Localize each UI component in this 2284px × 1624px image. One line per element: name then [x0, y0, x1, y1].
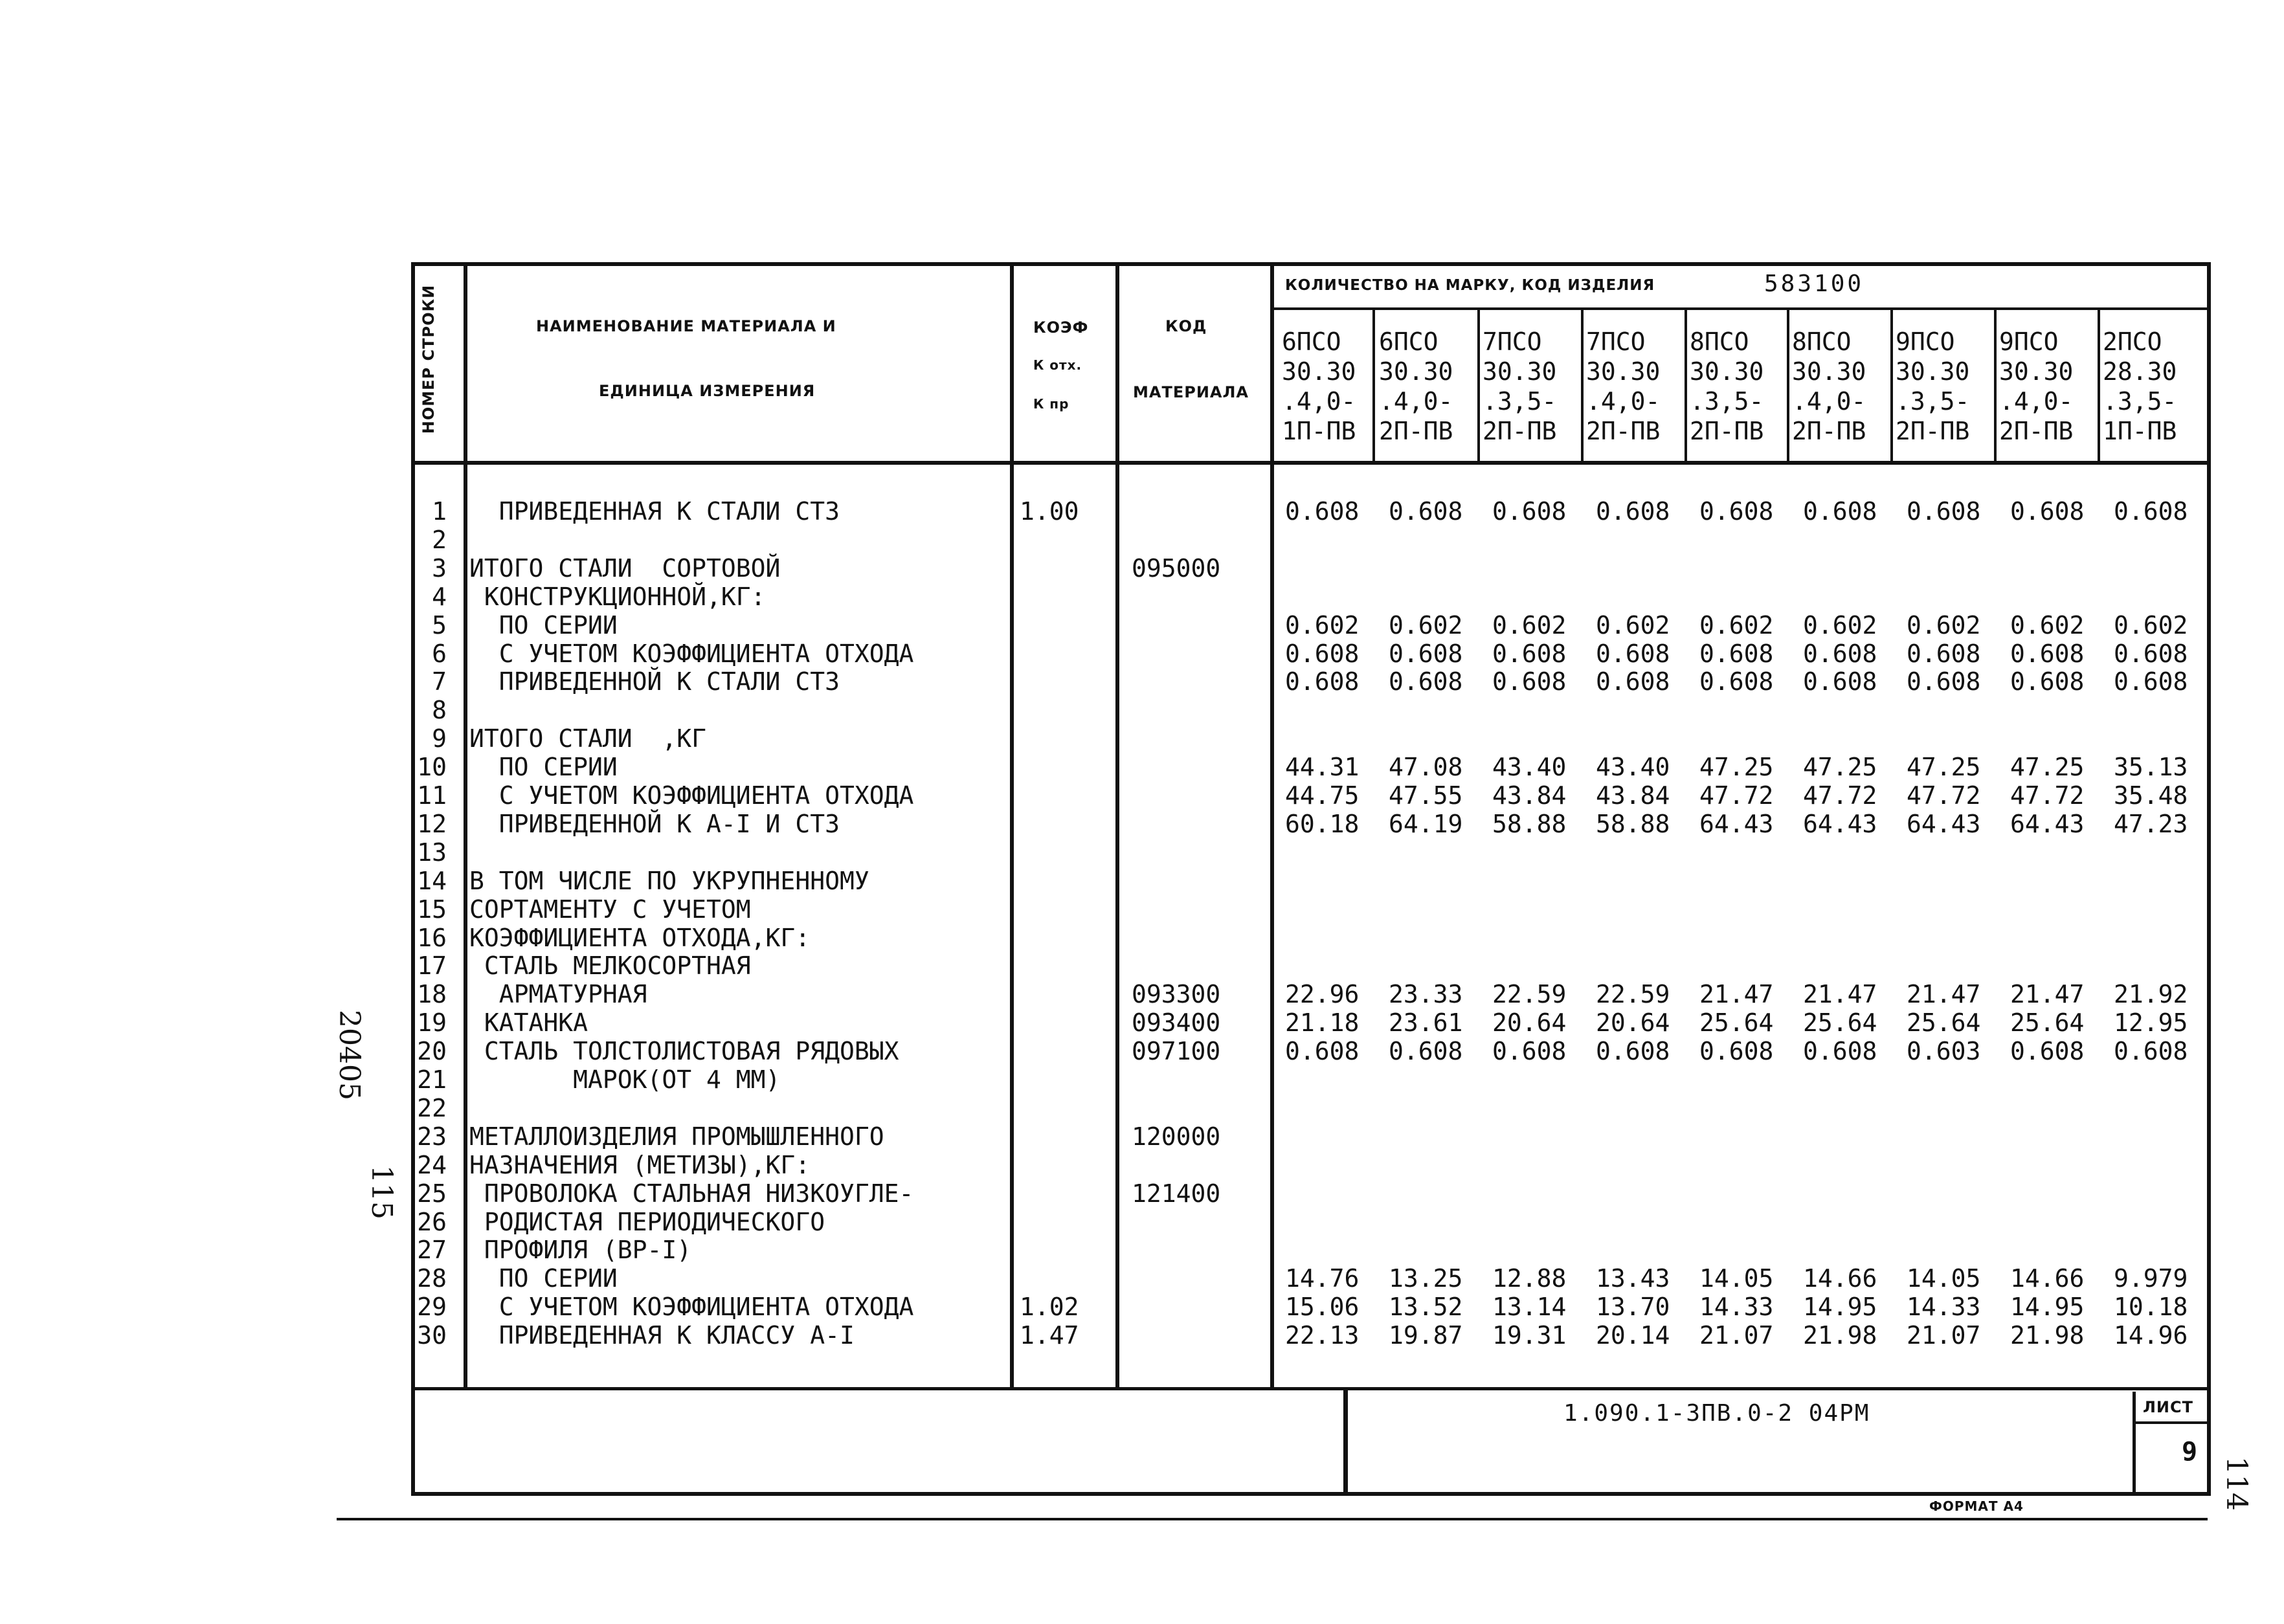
value-cell: 10.18	[2114, 1293, 2188, 1322]
value-cell: 14.33	[1699, 1293, 1774, 1322]
material-name: МЕТАЛЛОИЗДЕЛИЯ ПРОМЫШЛЕННОГО	[469, 1122, 884, 1151]
coef-header-2: К отх.	[1033, 357, 1082, 373]
side-number-2: 115	[365, 1165, 398, 1219]
material-name: ИТОГО СТАЛИ СОРТОВОЙ	[469, 553, 781, 583]
row-values	[1285, 1037, 2217, 1065]
value-cell: 35.48	[2114, 781, 2188, 810]
value-cell: 43.84	[1492, 781, 1567, 810]
row-number: 2	[432, 525, 447, 554]
code-header-1: КОД	[1165, 317, 1207, 335]
column-header: 2ПСО 28.30 .3,5- 1П-ПВ	[2103, 328, 2177, 445]
value-cell: 0.608	[1699, 1037, 1774, 1066]
value-cell: 0.608	[1907, 497, 1981, 526]
value-cell: 0.608	[1907, 667, 1981, 696]
value-cell: 47.25	[1803, 753, 1877, 782]
value-cell: 0.602	[1285, 610, 1360, 640]
value-cell: 43.40	[1492, 753, 1567, 782]
value-cell: 14.96	[2114, 1321, 2188, 1350]
value-cell: 21.98	[1803, 1321, 1877, 1350]
value-cell: 25.64	[1907, 1008, 1981, 1038]
value-cell: 47.72	[1907, 781, 1981, 810]
value-cell: 0.602	[1699, 610, 1774, 640]
value-cell: 0.608	[1699, 667, 1774, 696]
row-number: 7	[432, 667, 447, 696]
value-cell: 22.13	[1285, 1321, 1360, 1350]
material-name: АРМАТУРНАЯ	[469, 980, 647, 1009]
material-name: СОРТАМЕНТУ С УЧЕТОМ	[469, 895, 751, 924]
value-cell: 0.608	[1285, 639, 1360, 668]
material-name: ПО СЕРИИ	[469, 753, 618, 782]
value-cell: 0.608	[1803, 1037, 1877, 1066]
value-cell: 47.72	[1699, 781, 1774, 810]
value-cell: 0.608	[2114, 497, 2188, 526]
material-name: МАРОК(ОТ 4 ММ)	[469, 1065, 781, 1094]
row-number: 25	[417, 1179, 447, 1208]
value-cell: 0.608	[1699, 639, 1774, 668]
column-header: 9ПСО 30.30 .3,5- 2П-ПВ	[1896, 328, 1970, 445]
row-number: 16	[417, 923, 447, 952]
value-cell: 0.608	[1389, 1037, 1463, 1066]
value-cell: 20.64	[1596, 1008, 1670, 1038]
value-cell: 21.18	[1285, 1008, 1360, 1038]
value-cell: 13.25	[1389, 1264, 1463, 1293]
value-cell: 44.75	[1285, 781, 1360, 810]
value-cell: 14.05	[1907, 1264, 1981, 1293]
value-cell: 14.33	[1907, 1293, 1981, 1322]
row-values	[1285, 781, 2217, 810]
row-number: 29	[417, 1293, 447, 1322]
material-name: ПРОВОЛОКА СТАЛЬНАЯ НИЗКОУГЛЕ-	[469, 1179, 914, 1208]
value-cell: 0.608	[1492, 1037, 1567, 1066]
value-cell: 14.76	[1285, 1264, 1360, 1293]
value-cell: 13.70	[1596, 1293, 1670, 1322]
coef-header-1: КОЭФ	[1033, 318, 1089, 337]
coefficient: 1.02	[1020, 1293, 1079, 1322]
row-number: 14	[417, 866, 447, 895]
row-values	[1285, 980, 2217, 1008]
value-cell: 20.64	[1492, 1008, 1567, 1038]
row-number: 30	[417, 1321, 447, 1350]
material-name: ПРОФИЛЯ (ВР-I)	[469, 1236, 692, 1265]
material-name: КОНСТРУКЦИОННОЙ,КГ:	[469, 582, 766, 611]
value-cell: 0.608	[1285, 497, 1360, 526]
row-values	[1285, 497, 2217, 526]
side-number-1: 20405	[333, 1010, 366, 1100]
row-values	[1285, 667, 2217, 696]
value-cell: 0.608	[2010, 497, 2085, 526]
material-name: ПРИВЕДЕННОЙ К А-I И СТ3	[469, 809, 840, 838]
coefficient: 1.47	[1020, 1321, 1079, 1350]
row-number: 8	[432, 696, 447, 725]
row-number: 5	[432, 610, 447, 640]
value-cell: 0.608	[1803, 639, 1877, 668]
value-cell: 13.52	[1389, 1293, 1463, 1322]
format-label: ФОРМАТ А4	[1929, 1498, 2024, 1514]
value-cell: 21.98	[2010, 1321, 2085, 1350]
value-cell: 22.59	[1596, 980, 1670, 1009]
value-cell: 0.608	[1285, 1037, 1360, 1066]
qty-header-title: КОЛИЧЕСТВО НА МАРКУ, КОД ИЗДЕЛИЯ	[1285, 277, 1655, 294]
value-cell: 0.608	[1492, 639, 1567, 668]
material-code: 097100	[1132, 1037, 1221, 1066]
value-cell: 0.608	[1596, 497, 1670, 526]
value-cell: 25.64	[1699, 1008, 1774, 1038]
value-cell: 0.602	[1803, 610, 1877, 640]
material-name: ПО СЕРИИ	[469, 610, 618, 640]
row-number: 13	[417, 838, 447, 867]
row-number: 15	[417, 895, 447, 924]
value-cell: 0.608	[2010, 667, 2085, 696]
value-cell: 64.19	[1389, 809, 1463, 838]
value-cell: 0.608	[1596, 1037, 1670, 1066]
row-number-header: НОМЕР СТРОКИ	[420, 284, 438, 434]
value-cell: 14.95	[2010, 1293, 2085, 1322]
name-header-line2: ЕДИНИЦА ИЗМЕРЕНИЯ	[599, 382, 816, 400]
row-number: 26	[417, 1207, 447, 1236]
value-cell: 0.608	[1389, 667, 1463, 696]
value-cell: 21.47	[1907, 980, 1981, 1009]
row-values	[1285, 640, 2217, 668]
value-cell: 14.66	[1803, 1264, 1877, 1293]
sheet-label: ЛИСТ	[2143, 1398, 2194, 1416]
sheet-number: 9	[2182, 1437, 2198, 1467]
row-number: 20	[417, 1037, 447, 1066]
value-cell: 64.43	[2010, 809, 2085, 838]
row-values	[1285, 611, 2217, 640]
value-cell: 12.95	[2114, 1008, 2188, 1038]
column-header: 9ПСО 30.30 .4,0- 2П-ПВ	[1999, 328, 2074, 445]
material-name: С УЧЕТОМ КОЭФФИЦИЕНТА ОТХОДА	[469, 1293, 914, 1322]
value-cell: 0.608	[1285, 667, 1360, 696]
coef-header-3: К пр	[1033, 396, 1069, 412]
value-cell: 58.88	[1492, 809, 1567, 838]
value-cell: 14.95	[1803, 1293, 1877, 1322]
value-cell: 0.603	[1907, 1037, 1981, 1066]
column-header: 7ПСО 30.30 .3,5- 2П-ПВ	[1483, 328, 1557, 445]
value-cell: 12.88	[1492, 1264, 1567, 1293]
product-code: 583100	[1764, 271, 1864, 297]
value-cell: 64.43	[1803, 809, 1877, 838]
material-name: С УЧЕТОМ КОЭФФИЦИЕНТА ОТХОДА	[469, 639, 914, 668]
value-cell: 0.608	[1492, 667, 1567, 696]
value-cell: 19.87	[1389, 1321, 1463, 1350]
value-cell: 0.602	[1389, 610, 1463, 640]
value-cell: 13.43	[1596, 1264, 1670, 1293]
value-cell: 0.608	[2010, 639, 2085, 668]
value-cell: 47.25	[1907, 753, 1981, 782]
value-cell: 13.14	[1492, 1293, 1567, 1322]
value-cell: 47.72	[1803, 781, 1877, 810]
row-values	[1285, 1008, 2217, 1037]
row-values	[1285, 810, 2217, 838]
value-cell: 25.64	[2010, 1008, 2085, 1038]
row-number: 9	[432, 724, 447, 753]
corner-number: 114	[2220, 1456, 2253, 1511]
value-cell: 0.608	[2114, 639, 2188, 668]
value-cell: 21.07	[1699, 1321, 1774, 1350]
row-number: 12	[417, 809, 447, 838]
row-number: 18	[417, 980, 447, 1009]
value-cell: 0.608	[1596, 639, 1670, 668]
value-cell: 0.608	[1596, 667, 1670, 696]
material-name: ПРИВЕДЕННОЙ К СТАЛИ СТ3	[469, 667, 840, 696]
value-cell: 22.96	[1285, 980, 1360, 1009]
column-header: 6ПСО 30.30 .4,0- 1П-ПВ	[1282, 328, 1356, 445]
column-header: 8ПСО 30.30 .3,5- 2П-ПВ	[1690, 328, 1764, 445]
material-name: ИТОГО СТАЛИ ,КГ	[469, 724, 707, 753]
value-cell: 0.602	[2010, 610, 2085, 640]
value-cell: 0.608	[2114, 667, 2188, 696]
value-cell: 0.608	[1389, 639, 1463, 668]
value-cell: 21.47	[1699, 980, 1774, 1009]
value-cell: 15.06	[1285, 1293, 1360, 1322]
value-cell: 0.608	[2114, 1037, 2188, 1066]
material-code: 093300	[1132, 980, 1221, 1009]
value-cell: 23.61	[1389, 1008, 1463, 1038]
value-cell: 21.07	[1907, 1321, 1981, 1350]
value-cell: 47.72	[2010, 781, 2085, 810]
value-cell: 22.59	[1492, 980, 1567, 1009]
material-name: НАЗНАЧЕНИЯ (МЕТИЗЫ),КГ:	[469, 1150, 811, 1179]
value-cell: 20.14	[1596, 1321, 1670, 1350]
coefficient: 1.00	[1020, 497, 1079, 526]
material-name: КАТАНКА	[469, 1008, 588, 1038]
material-code: 095000	[1132, 553, 1221, 583]
row-values	[1285, 1264, 2217, 1293]
document-code: 1.090.1-3ПВ.0-2 04РМ	[1563, 1400, 1870, 1427]
value-cell: 0.608	[2010, 1037, 2085, 1066]
row-number: 19	[417, 1008, 447, 1038]
value-cell: 23.33	[1389, 980, 1463, 1009]
row-number: 11	[417, 781, 447, 810]
row-values	[1285, 753, 2217, 781]
name-header-line1: НАИМЕНОВАНИЕ МАТЕРИАЛА И	[536, 317, 836, 335]
value-cell: 47.55	[1389, 781, 1463, 810]
row-number: 1	[432, 497, 447, 526]
row-number: 6	[432, 639, 447, 668]
value-cell: 0.608	[1699, 497, 1774, 526]
row-values	[1285, 1321, 2217, 1350]
material-name: СТАЛЬ МЕЛКОСОРТНАЯ	[469, 951, 751, 981]
material-name: В ТОМ ЧИСЛЕ ПО УКРУПНЕННОМУ	[469, 866, 869, 895]
value-cell: 19.31	[1492, 1321, 1567, 1350]
value-cell: 43.40	[1596, 753, 1670, 782]
value-cell: 64.43	[1699, 809, 1774, 838]
value-cell: 43.84	[1596, 781, 1670, 810]
row-number: 3	[432, 553, 447, 583]
material-name: ПРИВЕДЕННАЯ К СТАЛИ СТ3	[469, 497, 840, 526]
material-name: ПРИВЕДЕННАЯ К КЛАССУ А-I	[469, 1321, 855, 1350]
row-number: 21	[417, 1065, 447, 1094]
value-cell: 0.608	[1389, 497, 1463, 526]
value-cell: 44.31	[1285, 753, 1360, 782]
row-number: 27	[417, 1236, 447, 1265]
value-cell: 47.25	[1699, 753, 1774, 782]
material-name: С УЧЕТОМ КОЭФФИЦИЕНТА ОТХОДА	[469, 781, 914, 810]
value-cell: 47.23	[2114, 809, 2188, 838]
value-cell: 25.64	[1803, 1008, 1877, 1038]
value-cell: 14.05	[1699, 1264, 1774, 1293]
row-number: 24	[417, 1150, 447, 1179]
column-header: 8ПСО 30.30 .4,0- 2П-ПВ	[1792, 328, 1866, 445]
row-number: 23	[417, 1122, 447, 1151]
material-name: СТАЛЬ ТОЛСТОЛИСТОВАЯ РЯДОВЫХ	[469, 1037, 899, 1066]
value-cell: 0.602	[1492, 610, 1567, 640]
value-cell: 0.602	[2114, 610, 2188, 640]
value-cell: 64.43	[1907, 809, 1981, 838]
value-cell: 0.608	[1492, 497, 1567, 526]
material-name: ПО СЕРИИ	[469, 1264, 618, 1293]
value-cell: 0.608	[1803, 667, 1877, 696]
value-cell: 0.608	[1907, 639, 1981, 668]
value-cell: 0.602	[1907, 610, 1981, 640]
column-header: 7ПСО 30.30 .4,0- 2П-ПВ	[1586, 328, 1661, 445]
material-name: РОДИСТАЯ ПЕРИОДИЧЕСКОГО	[469, 1207, 825, 1236]
value-cell: 47.25	[2010, 753, 2085, 782]
code-header-2: МАТЕРИАЛА	[1133, 383, 1249, 401]
material-code: 093400	[1132, 1008, 1221, 1038]
row-number: 4	[432, 582, 447, 611]
material-name: КОЭФФИЦИЕНТА ОТХОДА,КГ:	[469, 923, 811, 952]
row-number: 22	[417, 1093, 447, 1122]
row-number: 10	[417, 753, 447, 782]
material-code: 121400	[1132, 1179, 1221, 1208]
value-cell: 0.608	[1803, 497, 1877, 526]
value-cell: 0.602	[1596, 610, 1670, 640]
value-cell: 21.92	[2114, 980, 2188, 1009]
value-cell: 9.979	[2114, 1264, 2188, 1293]
value-cell: 21.47	[2010, 980, 2085, 1009]
value-cell: 14.66	[2010, 1264, 2085, 1293]
column-header: 6ПСО 30.30 .4,0- 2П-ПВ	[1379, 328, 1453, 445]
material-code: 120000	[1132, 1122, 1221, 1151]
value-cell: 58.88	[1596, 809, 1670, 838]
value-cell: 47.08	[1389, 753, 1463, 782]
value-cell: 35.13	[2114, 753, 2188, 782]
value-cell: 21.47	[1803, 980, 1877, 1009]
row-number: 17	[417, 951, 447, 981]
row-number: 28	[417, 1264, 447, 1293]
row-values	[1285, 1293, 2217, 1321]
value-cell: 60.18	[1285, 809, 1360, 838]
